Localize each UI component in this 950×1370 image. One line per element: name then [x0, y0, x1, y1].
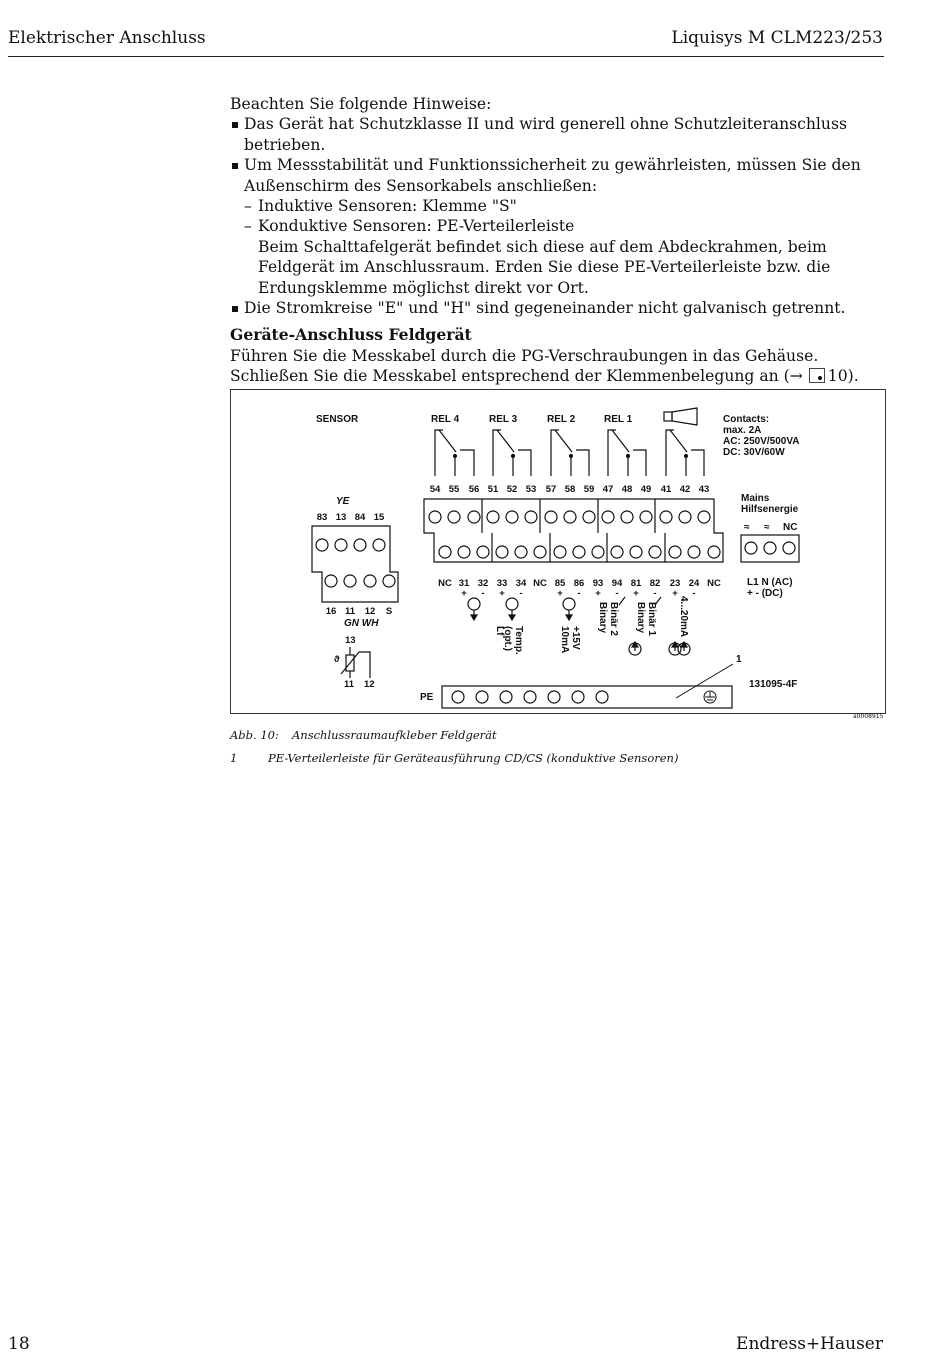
mains-bottom-line-2: + - (DC)	[747, 588, 783, 599]
relay-switch-icon	[439, 430, 456, 452]
top-terminal-47: 47	[602, 484, 614, 495]
signal-label-binary-1: Binary	[635, 602, 646, 634]
bottom-terminal-23: 23	[669, 578, 681, 589]
top-terminal-49: 49	[640, 484, 652, 495]
terminal-sign: -	[481, 588, 485, 599]
sensor-hole	[316, 539, 328, 551]
terminal-sign: -	[615, 588, 619, 599]
header-section-title: Elektrischer Anschluss	[8, 28, 206, 48]
bottom-terminal-94: 94	[611, 578, 623, 589]
mains-ac-symbol-1: ≈	[744, 522, 750, 533]
signal-label-binar-1: Binär 1	[646, 602, 657, 636]
legend-item-text: PE-Verteilerleiste für Geräteausführung CD/CS (konduktive Sensoren)	[268, 751, 679, 765]
relay-label-3: REL 2	[547, 414, 576, 425]
page-ref-number: 10).	[827, 367, 859, 386]
terminal-hole	[660, 511, 672, 523]
sensor-heading: SENSOR	[316, 414, 359, 425]
footer-brand: Endress+Hauser	[736, 1334, 883, 1354]
terminal-hole	[477, 546, 489, 558]
rtd-label-12: 12	[364, 679, 375, 690]
terminal-hole	[496, 546, 508, 558]
bottom-terminal-33: 33	[496, 578, 508, 589]
top-terminal-54: 54	[429, 484, 441, 495]
paragraph-text: Führen Sie die Messkabel durch die PG-Verschraubungen in das Gehäuse. Schließen Sie die Messkabel entsprechend der Klemmenbelegung an (→	[230, 346, 819, 386]
terminal-sign: -	[577, 588, 581, 599]
contacts-line-4: DC: 30V/60W	[723, 447, 785, 458]
figure-caption-text: Anschlussraumaufkleber Feldgerät	[292, 728, 497, 742]
contacts-line-3: AC: 250V/500VA	[723, 436, 800, 447]
contacts-line-1: Contacts:	[723, 414, 770, 425]
relay-contact-line	[518, 450, 531, 476]
bottom-terminal-nc: NC	[533, 578, 547, 589]
sensor-terminal-83: 83	[316, 512, 328, 523]
relay-contacts	[435, 430, 704, 476]
earth-ground-icon	[704, 691, 716, 703]
sensor-hole	[364, 575, 376, 587]
mains-terminal-block	[741, 535, 799, 562]
signal-label-15v: +15V	[570, 626, 581, 650]
sensor-hole	[354, 539, 366, 551]
sensor-terminal-12: 12	[364, 606, 376, 617]
bullet-3: Die Stromkreise "E" und "H" sind gegeneinander nicht galvanisch getrennt.	[230, 298, 890, 318]
mains-nc-label: NC	[783, 522, 798, 533]
contacts-line-2: max. 2A	[723, 425, 762, 436]
terminal-sign: -	[692, 588, 696, 599]
rtd-label-11: 11	[344, 679, 355, 690]
terminal-hole	[429, 511, 441, 523]
top-terminal-numbers	[430, 484, 710, 495]
bottom-terminal-31: 31	[458, 578, 470, 589]
bottom-terminal-82: 82	[649, 578, 661, 589]
terminal-sign: +	[633, 588, 639, 599]
terminal-hole	[679, 511, 691, 523]
top-terminal-41: 41	[660, 484, 672, 495]
relay-switch-icon	[670, 430, 687, 452]
top-terminal-52: 52	[506, 484, 518, 495]
signal-label-temp: Temp.	[513, 626, 524, 655]
sensor-terminal-15: 15	[373, 512, 385, 523]
terminal-hole	[630, 546, 642, 558]
sensor-terminal-holes	[316, 539, 395, 587]
sensor-terminal-13: 13	[335, 512, 347, 523]
relay-contact-line	[460, 450, 474, 476]
figure-caption-key: Abb. 10:	[230, 728, 279, 742]
terminal-hole	[649, 546, 661, 558]
bullet-2: Um Messstabilität und Funktionssicherheit zu gewährleisten, müssen Sie den Außenschirm des Sensorkabels anschließen:	[230, 155, 890, 196]
terminal-sign: -	[653, 588, 657, 599]
top-terminal-56: 56	[468, 484, 480, 495]
bottom-terminal-34: 34	[515, 578, 527, 589]
relay-contact-line	[576, 450, 589, 476]
sensor-terminal-11: 11	[344, 606, 356, 617]
relay-contact-line	[435, 430, 443, 476]
section-subheading: Geräte-Anschluss Feldgerät	[230, 325, 472, 345]
terminal-hole	[698, 511, 710, 523]
mains-bottom-line-1: L1 N (AC)	[747, 577, 793, 588]
legend-item-key: 1	[230, 751, 238, 765]
body-text	[230, 94, 890, 387]
top-terminal-59: 59	[583, 484, 595, 495]
relay-contact-line	[666, 430, 674, 476]
relay-switch-icon	[555, 430, 572, 452]
terminal-hole	[439, 546, 451, 558]
terminal-hole	[611, 546, 623, 558]
relay-label-1: REL 4	[431, 414, 460, 425]
top-terminal-51: 51	[487, 484, 499, 495]
sensor-terminal-84: 84	[354, 512, 366, 523]
terminal-hole	[592, 546, 604, 558]
temperature-sensor-icon	[341, 647, 370, 678]
relay-contact-line	[493, 430, 501, 476]
terminal-hole	[448, 511, 460, 523]
signal-label-4-20ma: 4...20mA	[678, 596, 689, 638]
terminal-sign: +	[672, 588, 678, 599]
relay-label-2: REL 3	[489, 414, 518, 425]
bottom-terminal-81: 81	[630, 578, 642, 589]
terminal-hole	[468, 511, 480, 523]
top-terminal-53: 53	[525, 484, 537, 495]
mains-ac-symbol-2: ≈	[764, 522, 770, 533]
header-product-name: Liquisys M CLM223/253	[671, 28, 883, 48]
figure-caption	[230, 728, 497, 742]
sensor-hole	[373, 539, 385, 551]
terminal-sign: +	[499, 588, 505, 599]
relay-switch-icon	[612, 430, 629, 452]
bullet-1: Das Gerät hat Schutzklasse II und wird generell ohne Schutzleiteranschluss betrieben.	[230, 114, 890, 155]
bottom-terminal-nc: NC	[438, 578, 452, 589]
terminal-sign: -	[519, 588, 523, 599]
relay-terminal-holes	[429, 511, 720, 558]
sensor-terminal-block	[312, 526, 398, 602]
sensor-hole	[344, 575, 356, 587]
pe-distribution-bar	[442, 686, 732, 708]
callout-leader	[676, 664, 733, 698]
top-terminal-55: 55	[448, 484, 460, 495]
dash-item-1: – Induktive Sensoren: Klemme "S"	[230, 196, 890, 216]
intro-text: Beachten Sie folgende Hinweise:	[230, 95, 492, 113]
terminal-hole	[458, 546, 470, 558]
top-terminal-58: 58	[564, 484, 576, 495]
terminal-hole	[487, 511, 499, 523]
sensor-hole	[335, 539, 347, 551]
header-divider	[8, 56, 884, 57]
signal-label-opt: (opt.)	[502, 626, 513, 651]
terminal-hole	[708, 546, 720, 558]
terminal-hole	[525, 511, 537, 523]
figure-id: a0008915	[853, 713, 884, 720]
signal-label-binary-2: Binary	[597, 602, 608, 634]
terminal-hole	[506, 511, 518, 523]
terminal-hole	[534, 546, 546, 558]
signal-label-lf: Lf	[494, 626, 505, 636]
terminal-hole	[515, 546, 527, 558]
relay-contact-line	[551, 430, 559, 476]
connection-paragraph	[230, 346, 890, 387]
terminal-hole	[602, 511, 614, 523]
alarm-horn-icon	[664, 408, 697, 425]
terminal-sign: +	[557, 588, 563, 599]
top-terminal-57: 57	[545, 484, 557, 495]
terminal-sign: +	[461, 588, 467, 599]
terminal-diagram	[230, 389, 886, 714]
bottom-terminal-32: 32	[477, 578, 489, 589]
terminal-hole	[573, 546, 585, 558]
bottom-terminal-93: 93	[592, 578, 604, 589]
signal-label-binar-2: Binär 2	[608, 602, 619, 636]
pe-label: PE	[420, 692, 434, 703]
relay-switch-icon	[497, 430, 514, 452]
terminal-hole	[669, 546, 681, 558]
top-terminal-42: 42	[679, 484, 691, 495]
legend-item	[230, 751, 678, 765]
callout-number: 1	[736, 654, 742, 665]
sensor-color-gn-wh: GN WH	[344, 618, 379, 629]
bottom-terminal-24: 24	[688, 578, 700, 589]
terminal-hole	[564, 511, 576, 523]
relay-contact-line	[691, 450, 704, 476]
figure-code: 131095-4F	[749, 679, 798, 690]
terminal-hole	[554, 546, 566, 558]
rtd-theta-symbol: ϑ	[334, 654, 340, 665]
mains-label-2: Hilfsenergie	[741, 504, 799, 515]
terminal-hole	[688, 546, 700, 558]
top-terminal-43: 43	[698, 484, 710, 495]
terminal-hole	[583, 511, 595, 523]
dash-item-2: – Konduktive Sensoren: PE-Verteilerleiste	[230, 216, 890, 236]
page-ref-icon	[809, 368, 825, 383]
diagram-graphic	[231, 390, 885, 713]
mains-label-1: Mains	[741, 493, 770, 504]
bottom-terminal-85: 85	[554, 578, 566, 589]
signal-label-10ma: 10mA	[559, 626, 570, 654]
dash-item-2-detail: Beim Schalttafelgerät befindet sich diese auf dem Abdeckrahmen, beim Feldgerät im Anschlussraum. Erden Sie diese PE-Verteilerleiste bzw. die Erdungsklemme möglichst direkt vor Ort.	[258, 237, 831, 297]
relay-contact-line	[633, 450, 646, 476]
sensor-terminal-16: 16	[325, 606, 337, 617]
terminal-hole	[640, 511, 652, 523]
sensor-hole	[383, 575, 395, 587]
sensor-terminal-numbers	[317, 512, 392, 617]
sensor-terminal-s: S	[385, 606, 393, 617]
terminal-hole	[545, 511, 557, 523]
relay-label-4: REL 1	[604, 414, 633, 425]
sensor-color-ye: YE	[336, 496, 350, 507]
relay-contact-line	[608, 430, 616, 476]
terminal-sign: +	[595, 588, 601, 599]
top-terminal-48: 48	[621, 484, 633, 495]
bottom-terminal-86: 86	[573, 578, 585, 589]
sensor-hole	[325, 575, 337, 587]
bottom-terminal-nc: NC	[707, 578, 721, 589]
rtd-label-13: 13	[345, 635, 356, 646]
terminal-hole	[621, 511, 633, 523]
page-number: 18	[8, 1334, 30, 1354]
